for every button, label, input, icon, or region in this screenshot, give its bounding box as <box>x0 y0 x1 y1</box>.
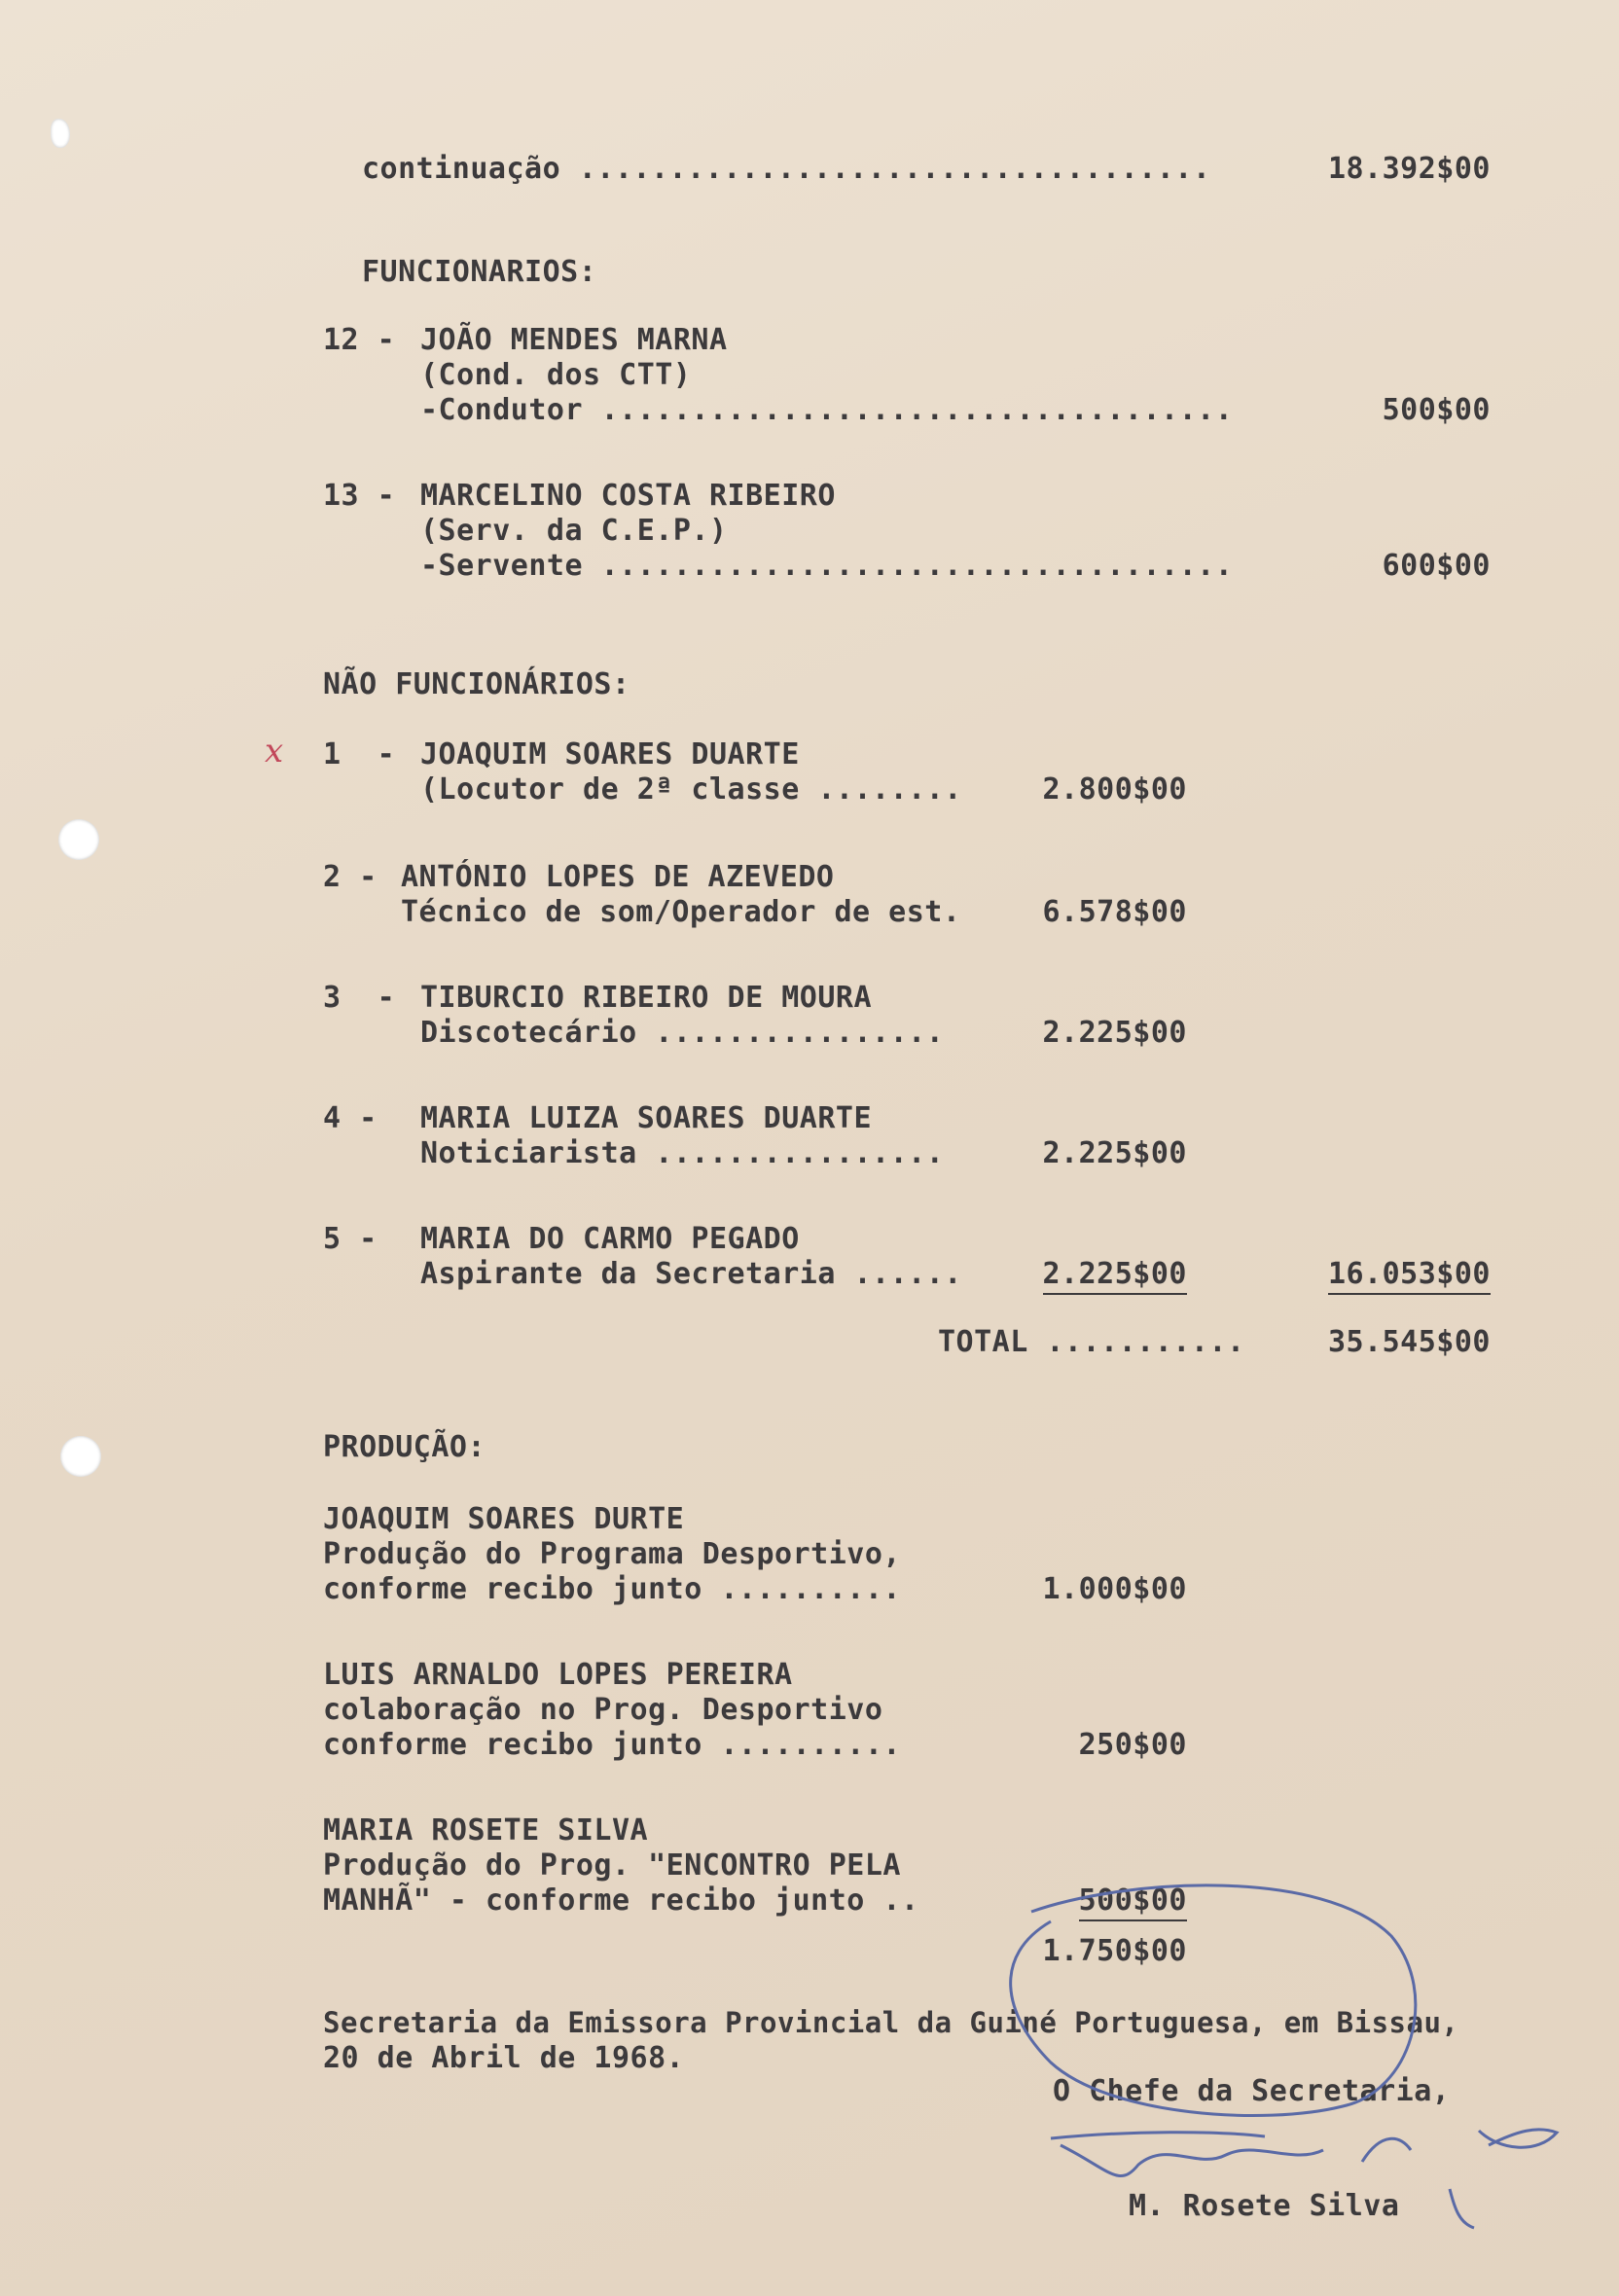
nao-funcionarios-subtotal: 16.053$00 <box>1284 1257 1491 1291</box>
closing-date: 20 de Abril de 1968. <box>323 2041 685 2075</box>
continuation-label: continuação ................................... <box>362 152 1211 186</box>
item-number: 3 - <box>323 981 396 1015</box>
staff-role: Discotecário ................ <box>420 1016 945 1050</box>
total-label: TOTAL ........... <box>938 1325 1245 1359</box>
nao-funcionarios-heading: NÃO FUNCIONÁRIOS: <box>323 667 630 701</box>
item-number: 4 - <box>323 1101 378 1135</box>
producer-line2: conforme recibo junto .......... <box>323 1572 901 1606</box>
staff-role: Técnico de som/Operador de est. <box>401 895 961 929</box>
employee-name: MARCELINO COSTA RIBEIRO <box>420 479 836 513</box>
item-number: 1 - <box>323 737 396 771</box>
producao-heading: PRODUÇÃO: <box>323 1430 486 1464</box>
total-amount: 35.545$00 <box>1327 1325 1491 1359</box>
producer-line1: colaboração no Prog. Desportivo <box>323 1693 883 1727</box>
staff-name: MARIA DO CARMO PEGADO <box>420 1222 800 1256</box>
employee-detail: (Cond. dos CTT) <box>420 358 692 392</box>
staff-name: ANTÓNIO LOPES DE AZEVEDO <box>401 860 835 894</box>
producer-amount: 500$00 <box>992 1883 1187 1918</box>
closing-place: Secretaria da Emissora Provincial da Guiné Portuguesa, em Bissau, <box>323 2006 1459 2039</box>
employee-role: -Servente ................................... <box>420 549 1234 583</box>
producer-name: JOAQUIM SOARES DURTE <box>323 1502 685 1536</box>
staff-name: JOAQUIM SOARES DUARTE <box>420 737 800 771</box>
staff-role: Noticiarista ................ <box>420 1136 945 1170</box>
funcionarios-heading: FUNCIONARIOS: <box>362 255 597 289</box>
staff-name: TIBURCIO RIBEIRO DE MOURA <box>420 981 873 1015</box>
continuation-amount: 18.392$00 <box>1327 152 1491 186</box>
employee-amount: 500$00 <box>1382 393 1491 427</box>
signer-name: M. Rosete Silva <box>1129 2189 1400 2223</box>
item-number: 5 - <box>323 1222 378 1256</box>
staff-amount: 2.225$00 <box>1042 1136 1187 1170</box>
producer-line2: conforme recibo junto .......... <box>323 1728 901 1762</box>
signer-title: O Chefe da Secretaria, <box>1053 2074 1451 2108</box>
item-number: 13 - <box>323 479 396 513</box>
producer-amount: 1.000$00 <box>1042 1572 1187 1606</box>
staff-amount: 2.800$00 <box>1042 772 1187 807</box>
staff-role: (Locutor de 2ª classe ........ <box>420 772 962 807</box>
producer-name: MARIA ROSETE SILVA <box>323 1813 649 1848</box>
employee-amount: 600$00 <box>1382 549 1491 583</box>
producao-subtotal: 1.750$00 <box>1042 1934 1187 1968</box>
producer-line1: Produção do Prog. "ENCONTRO PELA <box>323 1848 901 1883</box>
employee-name: JOÃO MENDES MARNA <box>420 323 728 357</box>
producer-amount: 250$00 <box>1078 1728 1187 1762</box>
producer-line1: Produção do Programa Desportivo, <box>323 1537 901 1571</box>
producer-name: LUIS ARNALDO LOPES PEREIRA <box>323 1658 793 1692</box>
staff-amount: 2.225$00 <box>1012 1257 1187 1291</box>
staff-amount: 6.578$00 <box>1042 895 1187 929</box>
staff-role: Aspirante da Secretaria ...... <box>420 1257 962 1291</box>
staff-amount: 2.225$00 <box>1042 1016 1187 1050</box>
employee-detail: (Serv. da C.E.P.) <box>420 514 728 548</box>
staff-name: MARIA LUIZA SOARES DUARTE <box>420 1101 873 1135</box>
item-number: 2 - <box>323 860 378 894</box>
handwritten-x-mark: x <box>265 732 284 771</box>
employee-role: -Condutor ................................... <box>420 393 1234 427</box>
producer-line2: MANHÃ" - conforme recibo junto .. <box>323 1883 919 1918</box>
item-number: 12 - <box>323 323 396 357</box>
